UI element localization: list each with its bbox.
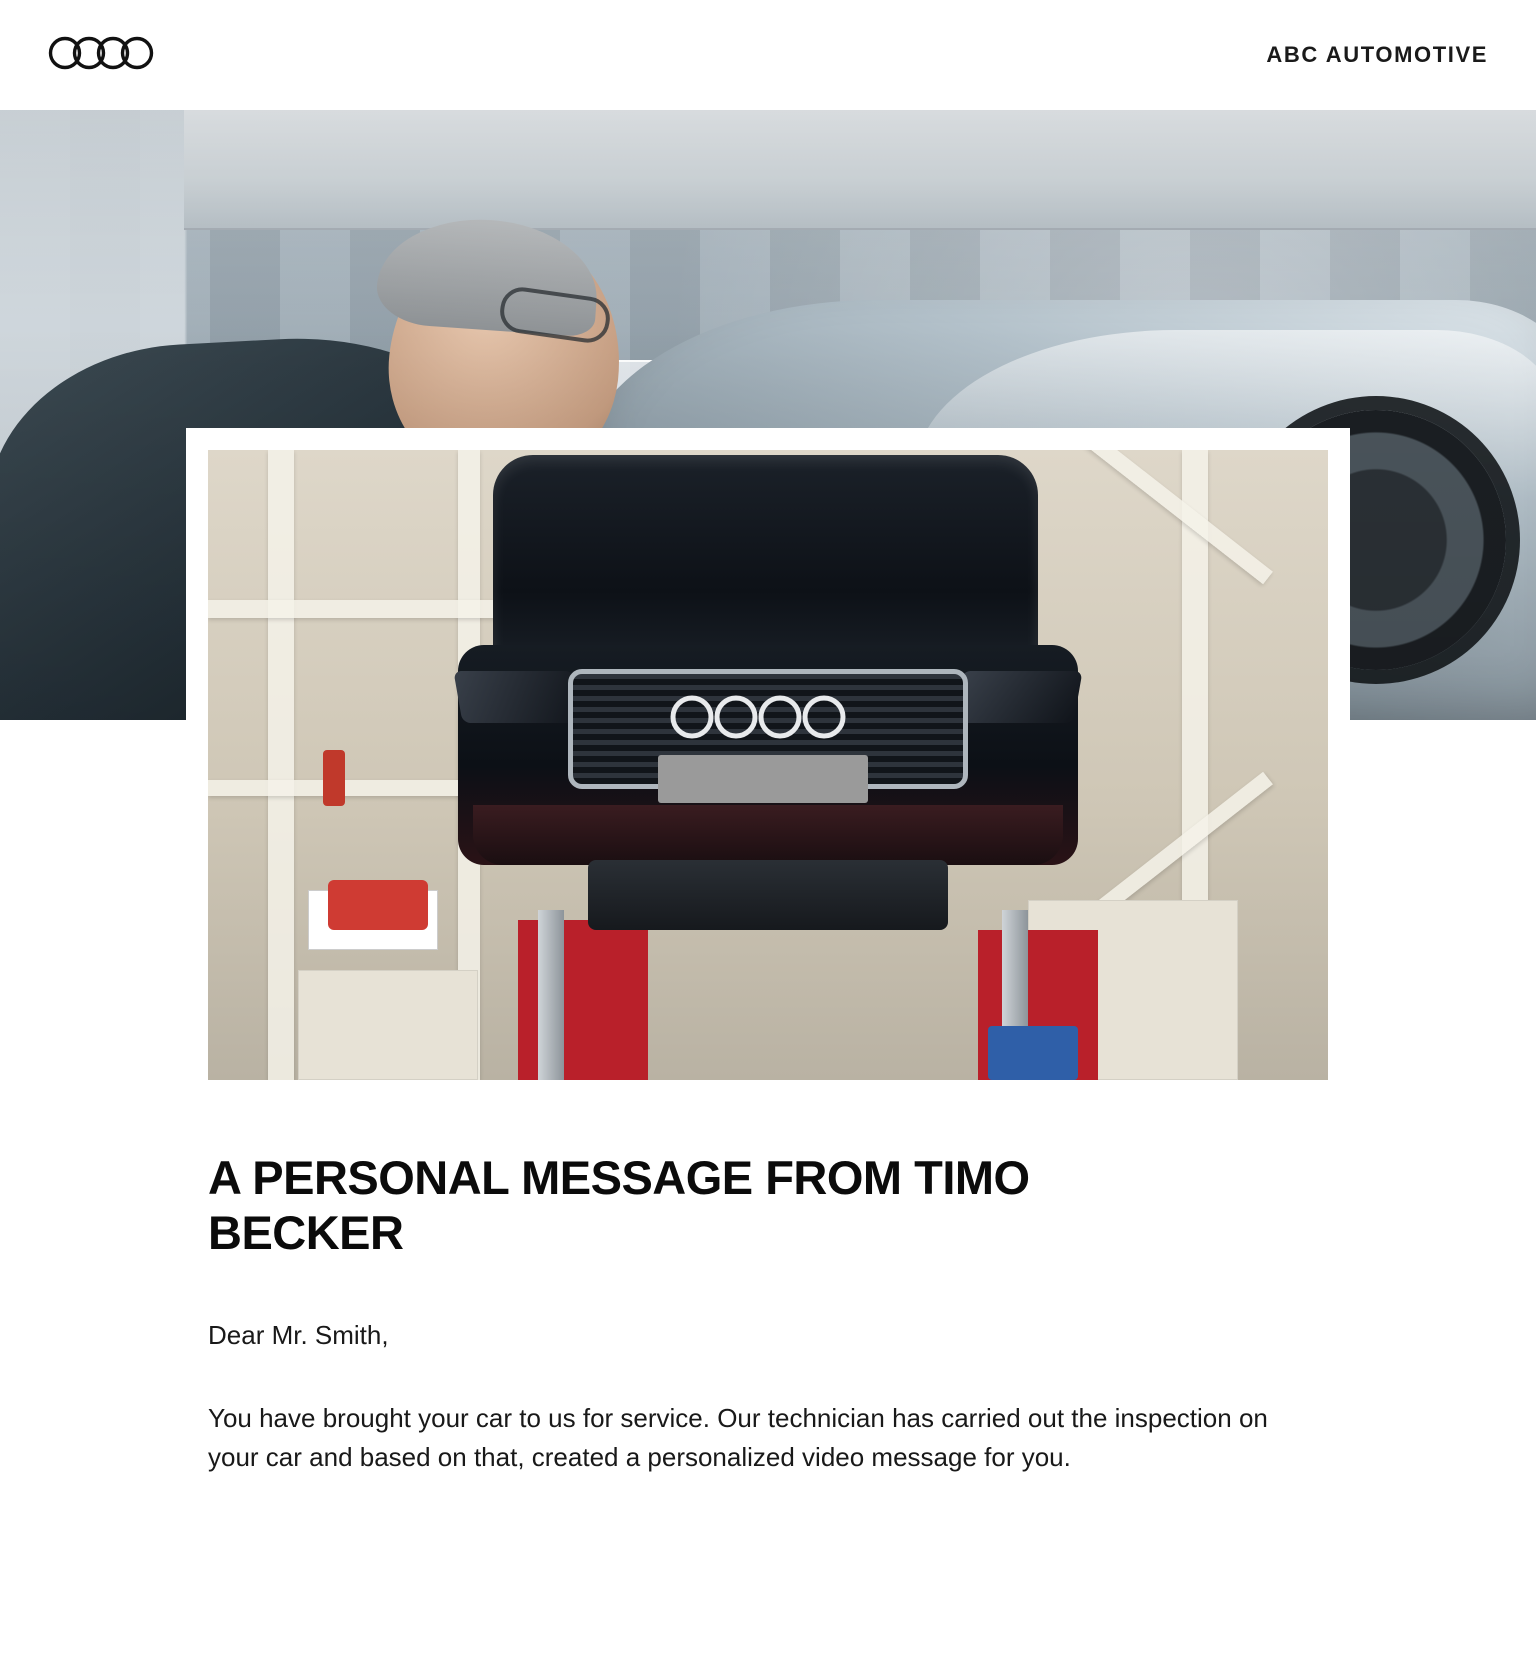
audi-rings-logo-icon [666,695,866,739]
workshop-beam [268,450,294,1080]
license-plate [658,755,868,803]
dealer-name: ABC AUTOMOTIVE [1266,42,1488,67]
body-paragraph: You have brought your car to us for service. Our technician has carried out the inspection on your car and based on that, created a personalized video message for you. [208,1402,1268,1473]
fire-extinguisher-icon [323,750,345,806]
car-bumper [473,805,1063,865]
car-hood [493,455,1038,665]
greeting-text: Dear Mr. Smith, [208,1319,389,1350]
lift-post [538,910,564,1080]
video-thumbnail[interactable] [208,450,1328,1080]
lifted-car [438,455,1098,935]
car-headlight-left [453,671,582,723]
page-header [0,0,1536,110]
car-undercarriage [588,860,948,930]
car-headlight-right [953,671,1082,723]
blue-bin [988,1026,1078,1080]
message-content [208,1080,1328,1478]
audi-rings-logo-icon [48,34,160,77]
workshop-cabinet [298,970,478,1080]
page-title: A PERSONAL MESSAGE FROM TIMO BECKER [208,1151,1030,1260]
tool-cart [328,880,428,930]
content-card [186,428,1350,1478]
